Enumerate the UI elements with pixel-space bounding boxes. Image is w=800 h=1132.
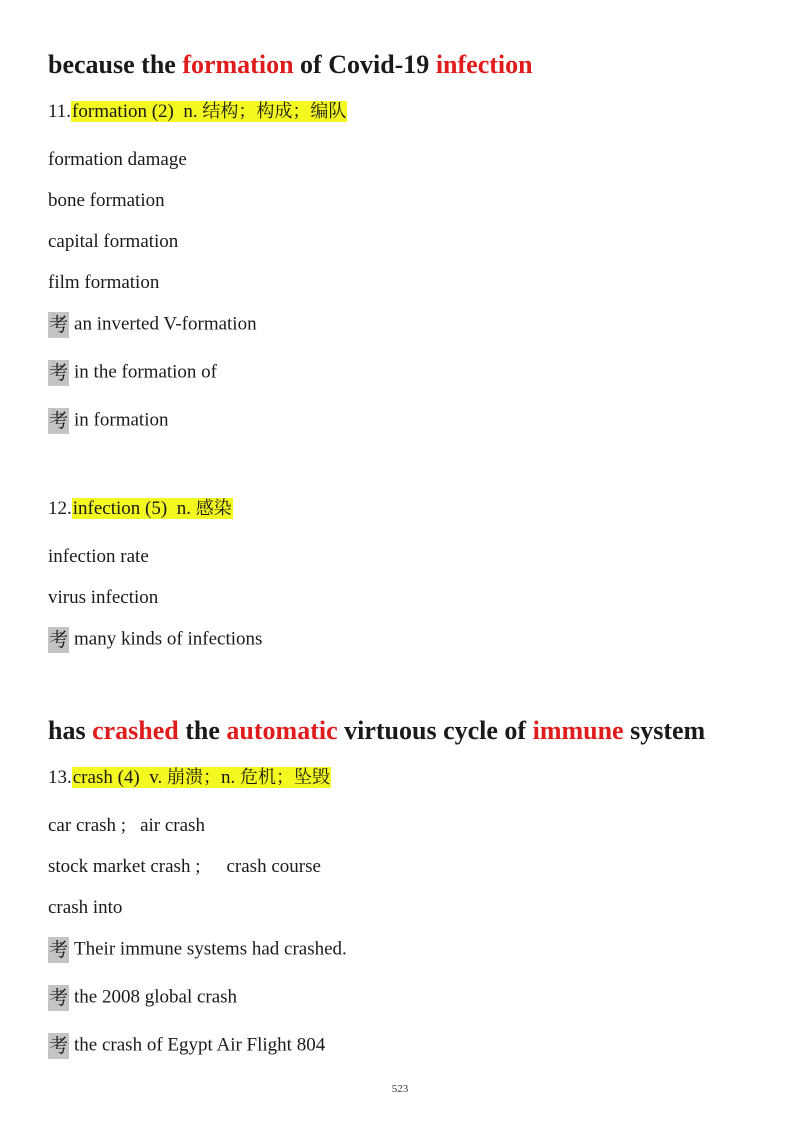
exam-marker: 考 xyxy=(49,1034,69,1057)
keyword-formation: formation xyxy=(182,50,294,79)
sentence-heading-1: because the formation of Covid-19 infection xyxy=(48,50,533,79)
entry-highlight: crash (4) v. 崩溃；n. 危机；坠毁 xyxy=(72,767,331,788)
exam-item: 考 in the formation of xyxy=(49,361,218,384)
exam-marker: 考 xyxy=(49,409,69,432)
phrase-item: film formation xyxy=(48,272,160,293)
phrase-item: virus infection xyxy=(48,587,159,608)
exam-marker: 考 xyxy=(49,361,69,384)
phrase-item: crash into xyxy=(48,897,123,918)
exam-item: 考 many kinds of infections xyxy=(49,628,263,651)
phrase-item: bone formation xyxy=(48,190,165,211)
exam-item: 考 Their immune systems had crashed. xyxy=(49,938,347,961)
entry-highlight: formation (2) n. 结构；构成；编队 xyxy=(72,101,347,122)
exam-marker: 考 xyxy=(49,938,69,961)
keyword-infection: infection xyxy=(435,50,533,79)
sentence-heading-2: has crashed the automatic virtuous cycle of immune system xyxy=(48,716,706,745)
phrase-item: car crash ; air crash xyxy=(48,815,205,836)
page-number: 523 xyxy=(391,1083,409,1095)
exam-item: 考 the crash of Egypt Air Flight 804 xyxy=(49,1034,326,1057)
phrase-item: infection rate xyxy=(48,546,149,567)
exam-item: 考 in formation xyxy=(49,409,169,432)
exam-marker: 考 xyxy=(49,628,69,651)
entry-highlight: infection (5) n. 感染 xyxy=(72,498,232,519)
exam-marker: 考 xyxy=(49,313,69,336)
phrase-item: formation damage xyxy=(48,149,187,170)
exam-item: 考 the 2008 global crash xyxy=(49,986,238,1009)
entry-infection: 12.infection (5) n. 感染 xyxy=(48,498,232,519)
keyword-crashed: crashed xyxy=(92,716,179,745)
entry-formation: 11.formation (2) n. 结构；构成；编队 xyxy=(48,101,347,122)
keyword-automatic: automatic xyxy=(226,716,338,745)
entry-crash: 13.crash (4) v. 崩溃；n. 危机；坠毁 xyxy=(48,767,331,788)
phrase-item: capital formation xyxy=(48,231,179,252)
exam-item: 考 an inverted V-formation xyxy=(49,313,257,336)
phrase-item: stock market crash ; crash course xyxy=(48,856,321,877)
exam-marker: 考 xyxy=(49,986,69,1009)
keyword-immune: immune xyxy=(532,716,624,745)
